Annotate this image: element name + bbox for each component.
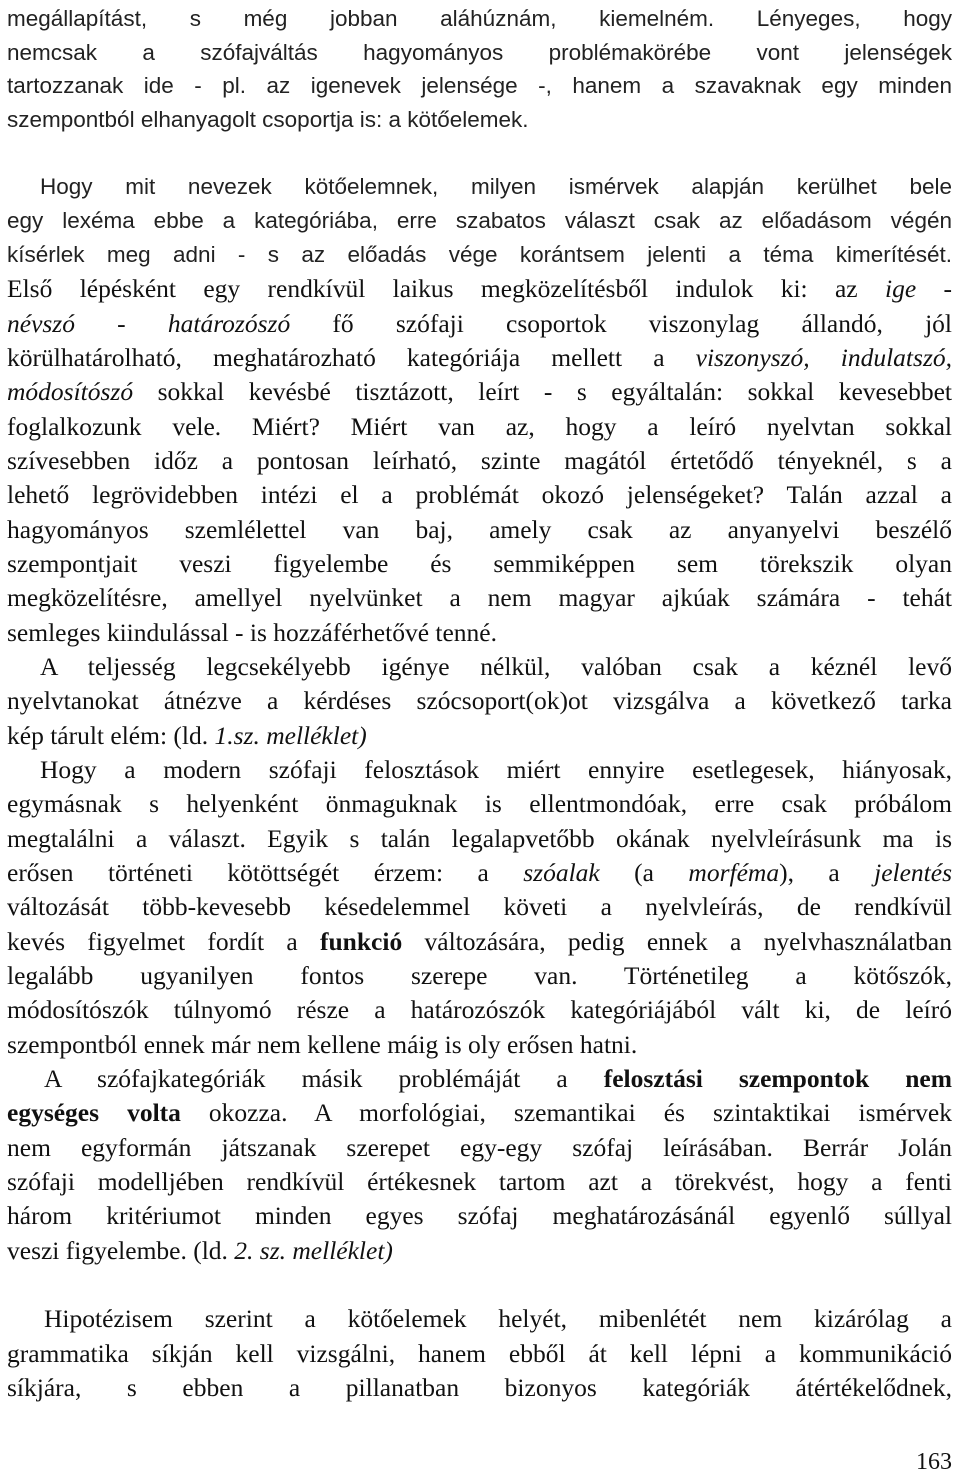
text-line: Első lépésként egy rendkívül laikus megközelítésből indulok ki: az ige -	[7, 274, 952, 303]
italic-term: névszó - határozószó	[7, 309, 291, 338]
text-line: módosítószók túlnyomó része a határozószók kategóriájából vált ki, de leíró	[7, 995, 952, 1024]
italic-term: szóalak	[523, 858, 600, 887]
page-number: 163	[916, 1449, 952, 1475]
text-line: hagyományos szemlélettel van baj, amely csak az anyanyelvi beszélő	[7, 515, 952, 544]
text-line: grammatika síkján kell vizsgálni, hanem ebből át kell lépni a kommunikáció	[7, 1339, 952, 1368]
text-line: semleges kiindulással - is hozzáférhetővé tenné.	[7, 618, 497, 647]
text-line: foglalkozunk vele. Miért? Miért van az, hogy a leíró nyelvtan sokkal	[7, 412, 952, 441]
paragraph-start-line: Hogy a modern szófaji felosztások miért ennyire esetlegesek, hiányosak,	[40, 755, 952, 784]
text-line: veszi figyelembe. (ld. 2. sz. melléklet)	[7, 1236, 393, 1265]
text-line: kísérlek meg adni - s az előadás vége korántsem jelenti a téma kimerítését.	[7, 242, 952, 267]
text-line: erősen történeti kötöttségét érzem: a szóalak (a morféma), a jelentés	[7, 858, 953, 887]
text-line: három kritériumot minden egyes szófaj meghatározásánál egyenlő súllyal	[7, 1201, 952, 1230]
text-line: nyelvtanokat átnézve a kérdéses szócsoport(ok)ot vizsgálva a következő tarka	[7, 686, 952, 715]
text-line: egymásnak s helyenként önmaguknak is ellentmondóak, erre csak próbálom	[7, 789, 952, 818]
text-line: tartozzanak ide - pl. az igenevek jelensége -, hanem a szavaknak egy minden	[7, 73, 952, 98]
paragraph-start-line: Hipotézisem szerint a kötőelemek helyét, mibenlétét nem kizárólag a	[44, 1304, 952, 1333]
text-line: egységes volta okozza. A morfológiai, szemantikai és szintaktikai ismérvek	[7, 1098, 952, 1127]
text-line: szempontjait veszi figyelembe és semmiképpen sem törekszik olyan	[7, 549, 952, 578]
italic-term: ige -	[884, 274, 952, 303]
text-line: névszó - határozószó fő szófaji csoportok viszonylag állandó, jól	[7, 309, 952, 338]
appendix-reference: 2. sz. melléklet)	[234, 1236, 393, 1265]
text-line: megközelítésre, amellyel nyelvünket a nem magyar ajkúak számára - tehát	[7, 583, 952, 612]
italic-term: módosítószó	[7, 377, 134, 406]
appendix-reference: 1.sz. melléklet)	[214, 721, 367, 750]
italic-term: morféma	[688, 858, 780, 887]
text-line: megtalálni a választ. Egyik s talán legalapvetőbb okának nyelvleírásunk ma is	[7, 824, 952, 853]
text-line: szempontból ennek már nem kellene máig is oly erősen hatni.	[7, 1030, 638, 1059]
text-line: nemcsak a szófajváltás hagyományos problémakörébe vont jelenségek	[7, 40, 952, 65]
text-line: megállapítást, s még jobban aláhúznám, kiemelném. Lényeges, hogy	[7, 6, 952, 31]
text-line: módosítószó sokkal kevésbé tisztázott, leírt - s egyáltalán: sokkal kevesebbet	[7, 377, 952, 406]
text-line: körülhatárolható, meghatározható kategóriája mellett a viszonyszó, indulatszó,	[7, 343, 952, 372]
bold-term: felosztási szempontok nem	[603, 1064, 952, 1093]
text-line: szófaji modelljében rendkívül értékesnek tartom azt a törekvést, hogy a fenti	[7, 1167, 952, 1196]
paragraph-start-line: A szófajkategóriák másik problémáját a felosztási szempontok nem	[44, 1064, 952, 1093]
text-line: szívesebben időz a pontosan leírható, szinte magától értetődő tényeknél, s a	[7, 446, 952, 475]
text-line: szempontból elhanyagolt csoportja is: a kötőelemek.	[7, 107, 529, 132]
text-line: legalább ugyanilyen fontos szerepe van. Történetileg a kötőszók,	[7, 961, 952, 990]
text-line: változását több-kevesebb késedelemmel követi a nyelvleírás, de rendkívül	[7, 892, 952, 921]
bold-term: egységes volta	[7, 1098, 181, 1127]
text-line: lehető legrövidebben intézi el a problémát okozó jelenségeket? Talán azzal a	[7, 480, 952, 509]
text-line: egy lexéma ebbe a kategóriába, erre szabatos választ csak az előadásom végén	[7, 208, 952, 233]
bold-term: funkció	[320, 927, 403, 956]
text-line: kép tárult elém: (ld. 1.sz. melléklet)	[7, 721, 367, 750]
text-line: nem egyformán játszanak szerepet egy-egy szófaj leírásában. Berrár Jolán	[7, 1133, 952, 1162]
italic-term: viszonyszó, indulatszó,	[695, 343, 952, 372]
text-line: síkjára, s ebben a pillanatban bizonyos kategóriák átértékelődnek,	[7, 1373, 952, 1402]
paragraph-start-line: A teljesség legcsekélyebb igénye nélkül, valóban csak a kéznél levő	[40, 652, 952, 681]
paragraph-start-line: Hogy mit nevezek kötőelemnek, milyen ismérvek alapján kerülhet bele	[40, 174, 952, 199]
italic-term: jelentés	[874, 858, 953, 887]
text-line: kevés figyelmet fordít a funkció változására, pedig ennek a nyelvhasználatban	[7, 927, 953, 956]
